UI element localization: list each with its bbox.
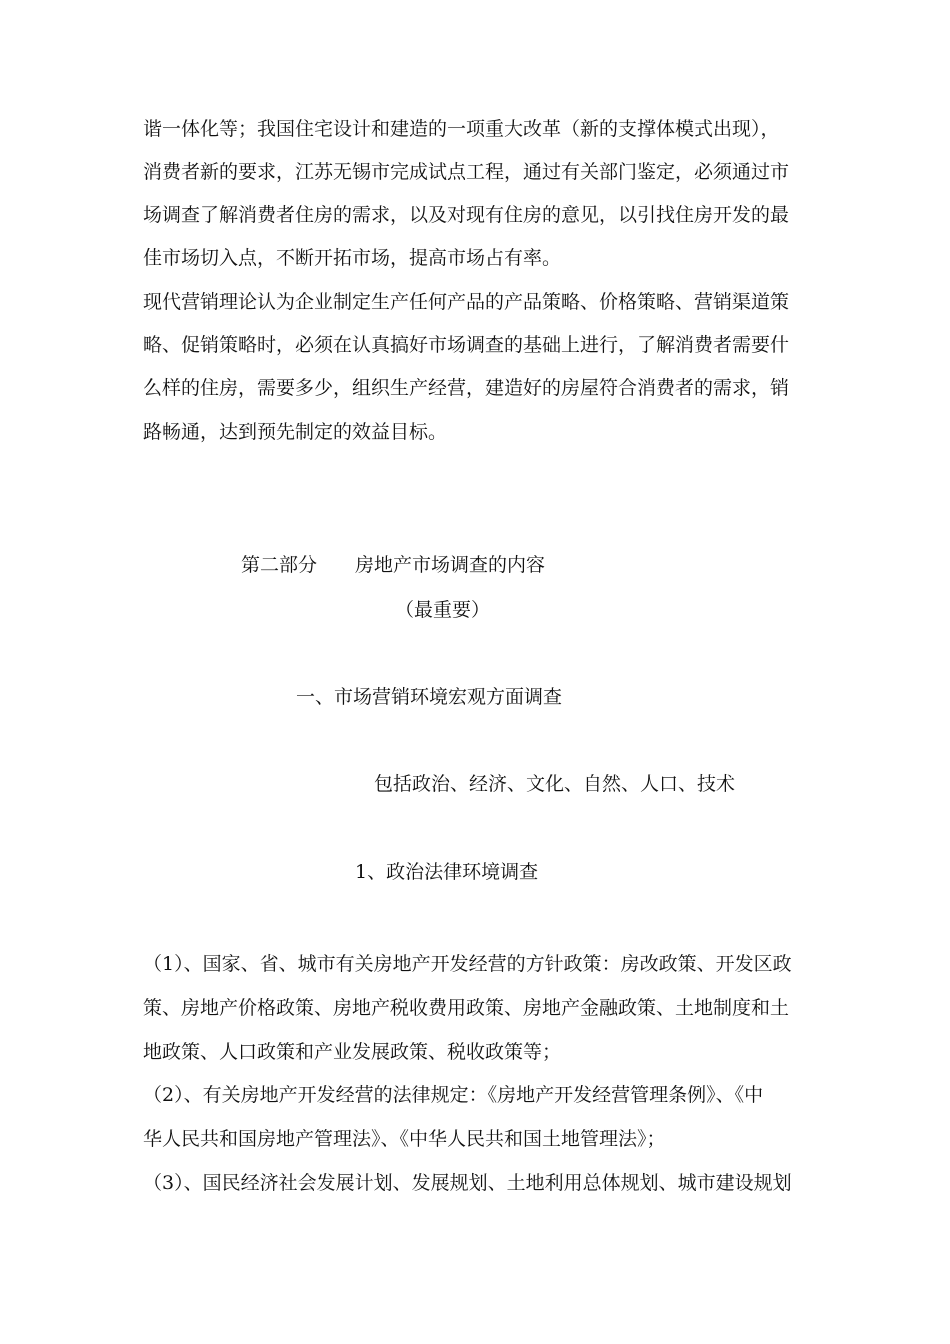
theory-line-1: 现代营销理论认为企业制定生产任何产品的产品策略、价格策略、营销渠道策 [143, 291, 790, 313]
section-heading: 一、市场营销环境宏观方面调查 [296, 686, 563, 708]
item-line-4: （2）、有关房地产开发经营的法律规定：《房地产开发经营管理条例》、《中 [143, 1084, 764, 1106]
theory-line-4: 路畅通，达到预先制定的效益目标。 [143, 421, 448, 443]
item-line-5: 华人民共和国房地产管理法》、《中华人民共和国土地管理法》； [143, 1128, 666, 1150]
section-scope: 包括政治、经济、文化、自然、人口、技术 [374, 773, 736, 795]
subsection-heading: 1、政治法律环境调查 [355, 861, 539, 883]
intro-line-2: 消费者新的要求，江苏无锡市完成试点工程，通过有关部门鉴定，必须通过市 [143, 161, 790, 183]
item-line-3: 地政策、人口政策和产业发展政策、税收政策等； [143, 1041, 562, 1063]
theory-line-2: 略、促销策略时，必须在认真搞好市场调查的基础上进行，了解消费者需要什 [143, 334, 790, 356]
item-line-6: （3）、国民经济社会发展计划、发展规划、土地利用总体规划、城市建设规划 [143, 1172, 792, 1194]
part-label: 第二部分 [241, 554, 318, 576]
theory-line-3: 么样的住房，需要多少，组织生产经营，建造好的房屋符合消费者的需求，销 [143, 377, 790, 399]
item-line-1: （1）、国家、省、城市有关房地产开发经营的方针政策：房改政策、开发区政 [143, 953, 792, 975]
item-line-2: 策、房地产价格政策、房地产税收费用政策、房地产金融政策、土地制度和土 [143, 997, 790, 1019]
intro-line-4: 佳市场切入点，不断开拓市场，提高市场占有率。 [143, 247, 562, 269]
part-note: （最重要） [395, 599, 491, 621]
intro-line-1: 谐一体化等；我国住宅设计和建造的一项重大改革（新的支撑体模式出现）， [143, 118, 780, 140]
intro-line-3: 场调查了解消费者住房的需求，以及对现有住房的意见，以引找住房开发的最 [143, 204, 790, 226]
part-title: 房地产市场调查的内容 [355, 554, 546, 576]
part-heading [241, 553, 545, 577]
